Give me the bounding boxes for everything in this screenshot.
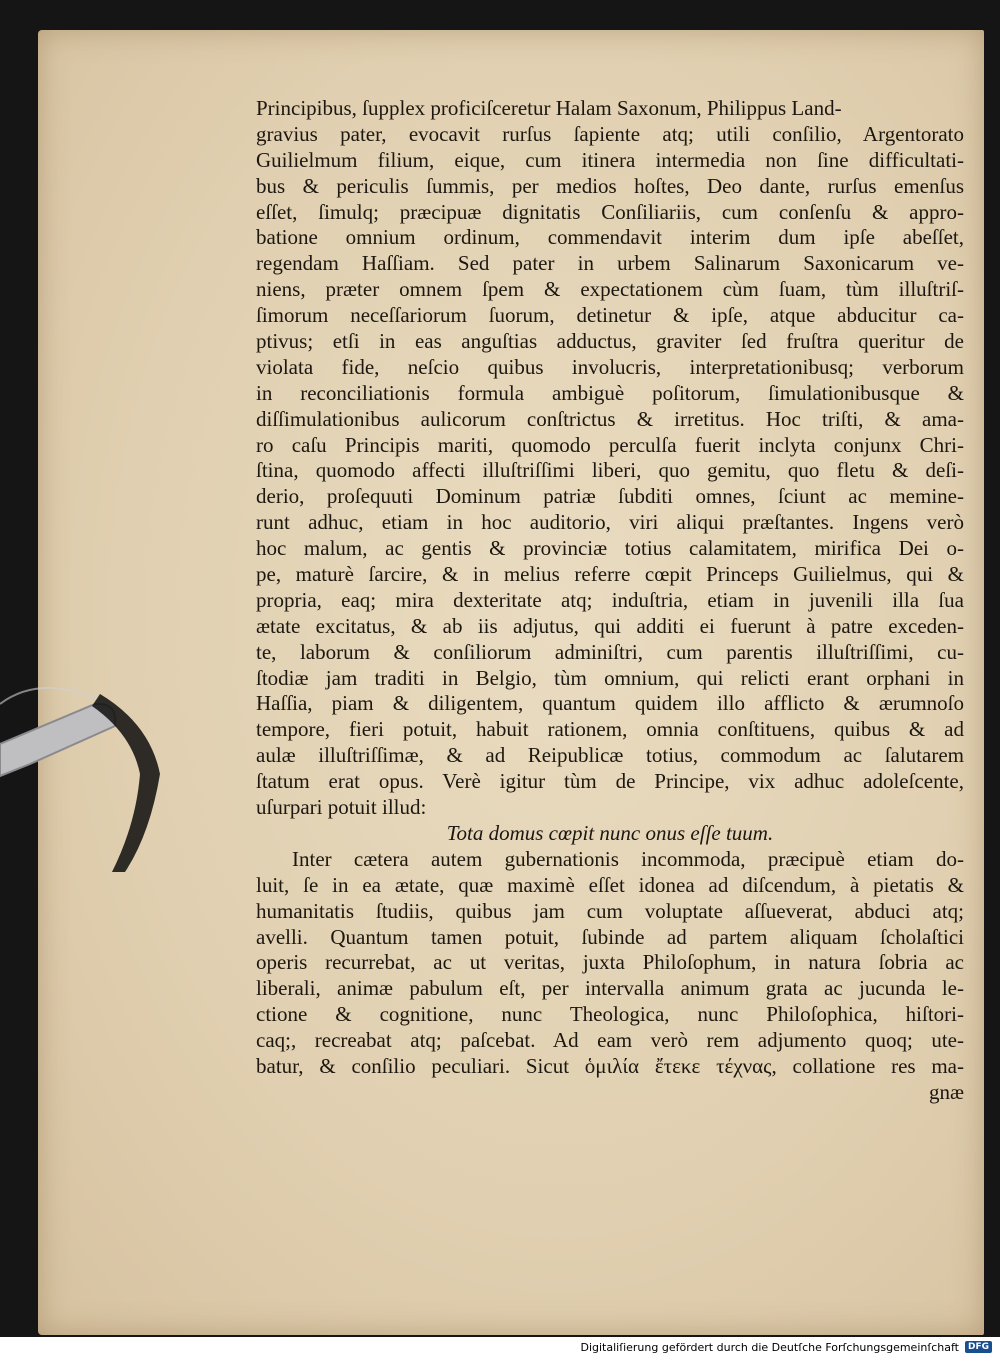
- text-line: propria, eaq; mira dexteritate atq; induſtria, etiam in juvenili illa ſua: [256, 587, 964, 612]
- text-line: avelli. Quantum tamen potuit, ſubinde ad partem aliquam ſcholaſtici: [256, 924, 964, 949]
- text-line: ro caſu Principis mariti, quomodo perculſa fuerit inclyta conjunx Chri-: [256, 432, 964, 457]
- text-line: luit, ſe in ea ætate, quæ maximè eſſet idonea ad diſcendum, à pietatis &: [256, 872, 964, 897]
- text-line: Guilielmum filium, eique, cum itinera intermedia non ſine difficultati-: [256, 147, 964, 172]
- text-line: Haſſia, piam & diligentem, quantum quidem illo afflicto & ærumnoſo: [256, 691, 964, 716]
- text-line: liberali, animæ pabulum eſt, per intervalla animum grata ac jucunda le-: [256, 976, 964, 1001]
- digitization-footer: [0, 1337, 1000, 1357]
- text-line: ſtodiæ jam traditi in Belgio, tùm omnium, qui relicti erant orphani in: [256, 665, 964, 690]
- text-line: aulæ illuſtriſſimæ, & ad Reipublicæ totius, commodum ac ſalutarem: [256, 743, 964, 768]
- text-line: regendam Haſſiam. Sed pater in urbem Salinarum Saxonicarum ve-: [256, 251, 964, 276]
- text-line: violata fide, neſcio quibus involucris, interpretationibusq; verborum: [256, 354, 964, 379]
- text-line: humanitatis ſtudiis, quibus jam cum voluptate aſſueverat, abduci atq;: [256, 898, 964, 923]
- text-line: ſimorum neceſſariorum ſuorum, detinetur & ipſe, atque abducitur ca-: [256, 303, 964, 328]
- text-line: uſurpari potuit illud:: [256, 795, 427, 820]
- text-line: Principibus, ſupplex proficiſceretur Halam Saxonum, Philippus Land-: [256, 96, 842, 120]
- text-line: niens, præter omnem ſpem & expectationem cùm ſuam, tùm illuſtriſ-: [256, 277, 964, 302]
- text-line: hoc malum, ac gentis & provinciæ totius calamitatem, mirifica Dei o-: [256, 536, 964, 561]
- verse-line: Tota domus cœpit nunc onus eſſe tuum.: [446, 820, 774, 845]
- text-line: operis recurrebat, ac ut veritas, juxta Philoſophum, in natura ſobria ac: [256, 950, 964, 975]
- clip-highlight: [0, 688, 100, 704]
- text-line: gravius pater, evocavit rurſus ſapiente atq; utili conſilio, Argentorato: [256, 121, 964, 146]
- text-line: ctione & cognitione, nunc Theologica, nunc Philoſophica, hiſtori-: [256, 1002, 964, 1027]
- catchword: gnæ: [928, 1079, 964, 1104]
- text-line: in reconciliationis formula ambiguè poſitorum, ſimulationibusque &: [256, 380, 964, 405]
- text-line: pe, maturè ſarcire, & in melius referre cœpit Princeps Guilielmus, qui &: [256, 562, 964, 587]
- text-line: eſſet, ſimulq; præcipuæ dignitatis Conſiliariis, cum conſenſu & appro-: [256, 199, 964, 224]
- text-line: tempore, fieri potuit, habuit rationem, omnia conſtituens, quibus & ad: [256, 717, 964, 742]
- footer-text: Digitaliſierung gefördert durch die Deutſche Forſchungsgemeinſchaft: [580, 1340, 959, 1354]
- book-clip-holder: [0, 664, 170, 872]
- text-line: derio, proſequuti Dominum patriæ ſubditi omnes, ſciunt ac memine-: [256, 484, 964, 509]
- text-line: te, laborum & conſiliorum adminiſtri, cum parentis illuſtriſſimi, cu-: [256, 639, 964, 664]
- text-line: ſtatum erat opus. Verè igitur tùm de Principe, vix adhuc adoleſcente,: [256, 769, 964, 794]
- text-line: batur, & conſilio peculiari. Sicut ὁμιλία ἔτεκε τέχνας, collatione res ma-: [256, 1053, 964, 1078]
- text-line: Inter cætera autem gubernationis incommoda, præcipuè etiam do-: [292, 846, 964, 871]
- text-line: ptivus; etſi in eas anguſtias adductus, graviter ſed fruſtra queritur de: [256, 329, 964, 354]
- dfg-logo-icon: DFG: [965, 1341, 992, 1353]
- clip-arm: [0, 704, 115, 776]
- text-line: ſtina, quomodo affecti illuſtriſſimi liberi, quo gemitu, quo fletu & deſi-: [256, 458, 964, 483]
- text-line: ætate excitatus, & ab iis adjutus, qui additi ei fuerunt à patre exceden-: [256, 613, 964, 638]
- text-line: batione omnium ordinum, commendavit interim dum ipſe abeſſet,: [256, 225, 964, 250]
- body-text: [256, 96, 964, 1106]
- text-line: caq;, recreabat atq; paſcebat. Ad eam verò rem adjumento quoq; ute-: [256, 1028, 964, 1053]
- text-line: runt adhuc, etiam in hoc auditorio, viri aliqui præſtantes. Ingens verò: [256, 510, 964, 535]
- text-line: diſſimulationibus aulicorum conſtrictus & irretitus. Hoc triſti, & ama-: [256, 406, 964, 431]
- text-line: bus & periculis ſummis, per medios hoſtes, Deo dante, rurſus emenſus: [256, 173, 964, 198]
